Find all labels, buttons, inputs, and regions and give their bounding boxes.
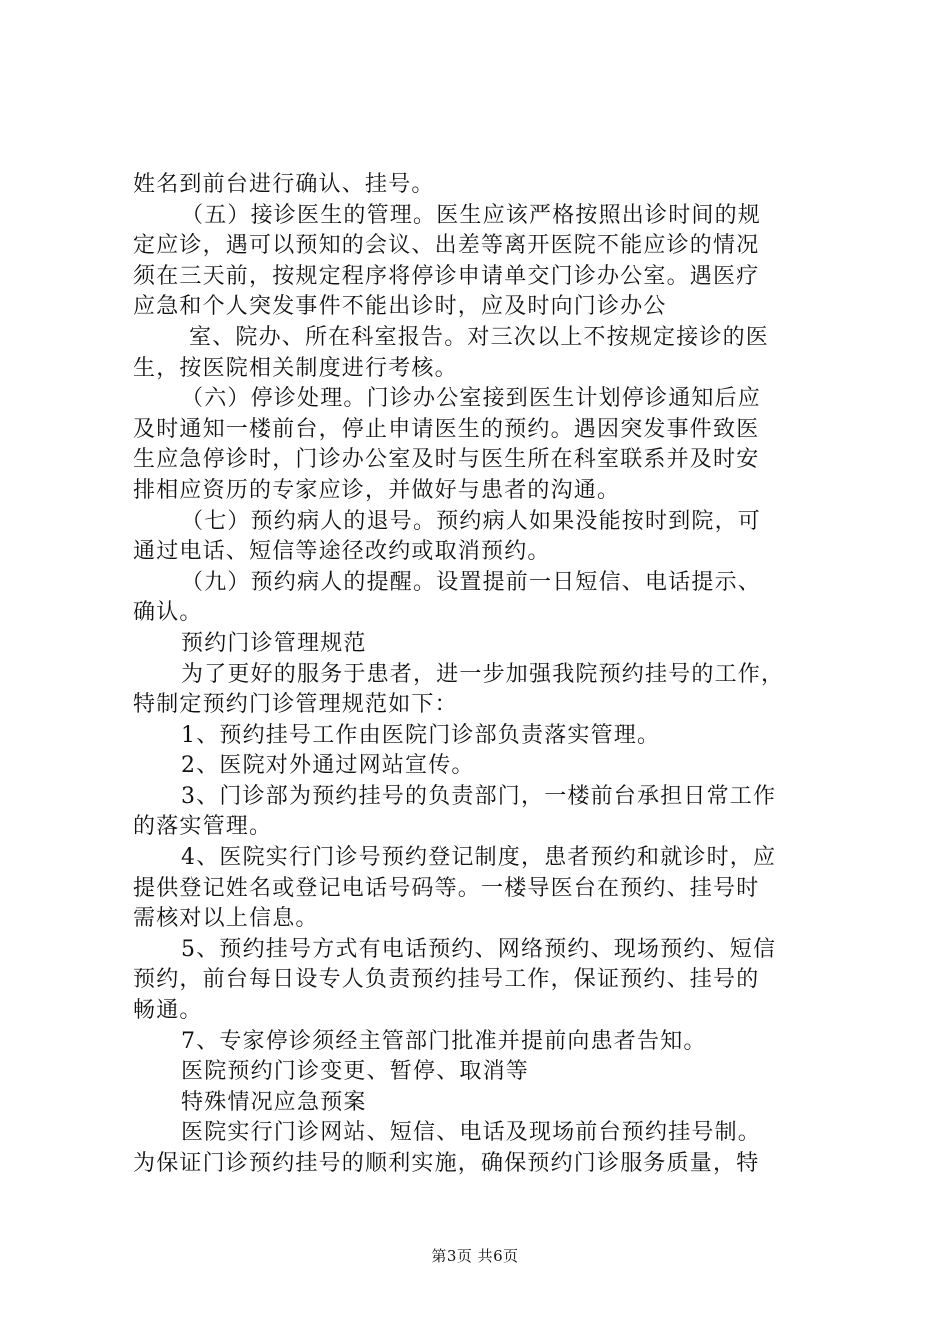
text-line: 7、专家停诊须经主管部门批准并提前向患者告知。 — [181, 1028, 707, 1054]
text-line: 生，按医院相关制度进行考核。 — [133, 355, 458, 381]
page-footer: 第3页 共6页 — [431, 1247, 519, 1265]
text-line: 室、院办、所在科室报告。对三次以上不按规定接诊的医 — [189, 324, 770, 350]
text-line: 生应急停诊时，门诊办公室及时与医生所在科室联系并及时安 — [133, 447, 760, 473]
text-line: 预约门诊管理规范 — [181, 630, 367, 656]
text-line: 为保证门诊预约挂号的顺利实施，确保预约门诊服务质量，特 — [133, 1151, 760, 1176]
document-body — [133, 170, 833, 1180]
text-line: （九）预约病人的提醒。设置提前一日短信、电话提示、 — [181, 569, 762, 595]
text-line: （七）预约病人的退号。预约病人如果没能按时到院，可 — [181, 508, 762, 534]
text-line: 2、医院对外通过网站宣传。 — [181, 753, 475, 779]
text-line: 定应诊，遇可以预知的会议、出差等离开医院不能应诊的情况 — [133, 233, 760, 259]
text-line: 5、预约挂号方式有电话预约、网络预约、现场预约、短信 — [181, 936, 777, 962]
text-line: 应急和个人突发事件不能出诊时，应及时向门诊办公 — [133, 294, 667, 320]
text-line: 姓名到前台进行确认、挂号。 — [133, 172, 435, 197]
text-line: （五）接诊医生的管理。医生应该严格按照出诊时间的规 — [181, 202, 762, 228]
text-line: 医院实行门诊网站、短信、电话及现场前台预约挂号制。 — [181, 1120, 762, 1146]
text-line: 通过电话、短信等途径改约或取消预约。 — [133, 539, 551, 565]
text-line: 确认。 — [133, 600, 203, 626]
text-line: （六）停诊处理。门诊办公室接到医生计划停诊通知后应 — [181, 386, 762, 412]
text-line: 畅通。 — [133, 998, 203, 1024]
text-line: 排相应资历的专家应诊，并做好与患者的沟通。 — [133, 477, 621, 503]
text-line: 提供登记姓名或登记电话号码等。一楼导医台在预约、挂号时 — [133, 875, 760, 901]
text-line: 须在三天前，按规定程序将停诊申请单交门诊办公室。遇医疗 — [133, 263, 760, 289]
text-line: 特殊情况应急预案 — [181, 1089, 367, 1115]
text-line: 医院预约门诊变更、暂停、取消等 — [181, 1059, 530, 1085]
text-line: 4、医院实行门诊号预约登记制度，患者预约和就诊时，应 — [181, 845, 777, 871]
text-line: 需核对以上信息。 — [133, 906, 319, 932]
text-line: 的落实管理。 — [133, 814, 273, 840]
text-line: 为了更好的服务于患者，进一步加强我院预约挂号的工作， — [181, 661, 785, 687]
text-line: 预约，前台每日设专人负责预约挂号工作，保证预约、挂号的 — [133, 967, 760, 993]
text-line: 3、门诊部为预约挂号的负责部门，一楼前台承担日常工作 — [181, 783, 777, 809]
text-line: 1、预约挂号工作由医院门诊部负责落实管理。 — [181, 722, 661, 748]
text-line: 特制定预约门诊管理规范如下： — [133, 692, 458, 718]
text-line: 及时通知一楼前台，停止申请医生的预约。遇因突发事件致医 — [133, 416, 760, 442]
